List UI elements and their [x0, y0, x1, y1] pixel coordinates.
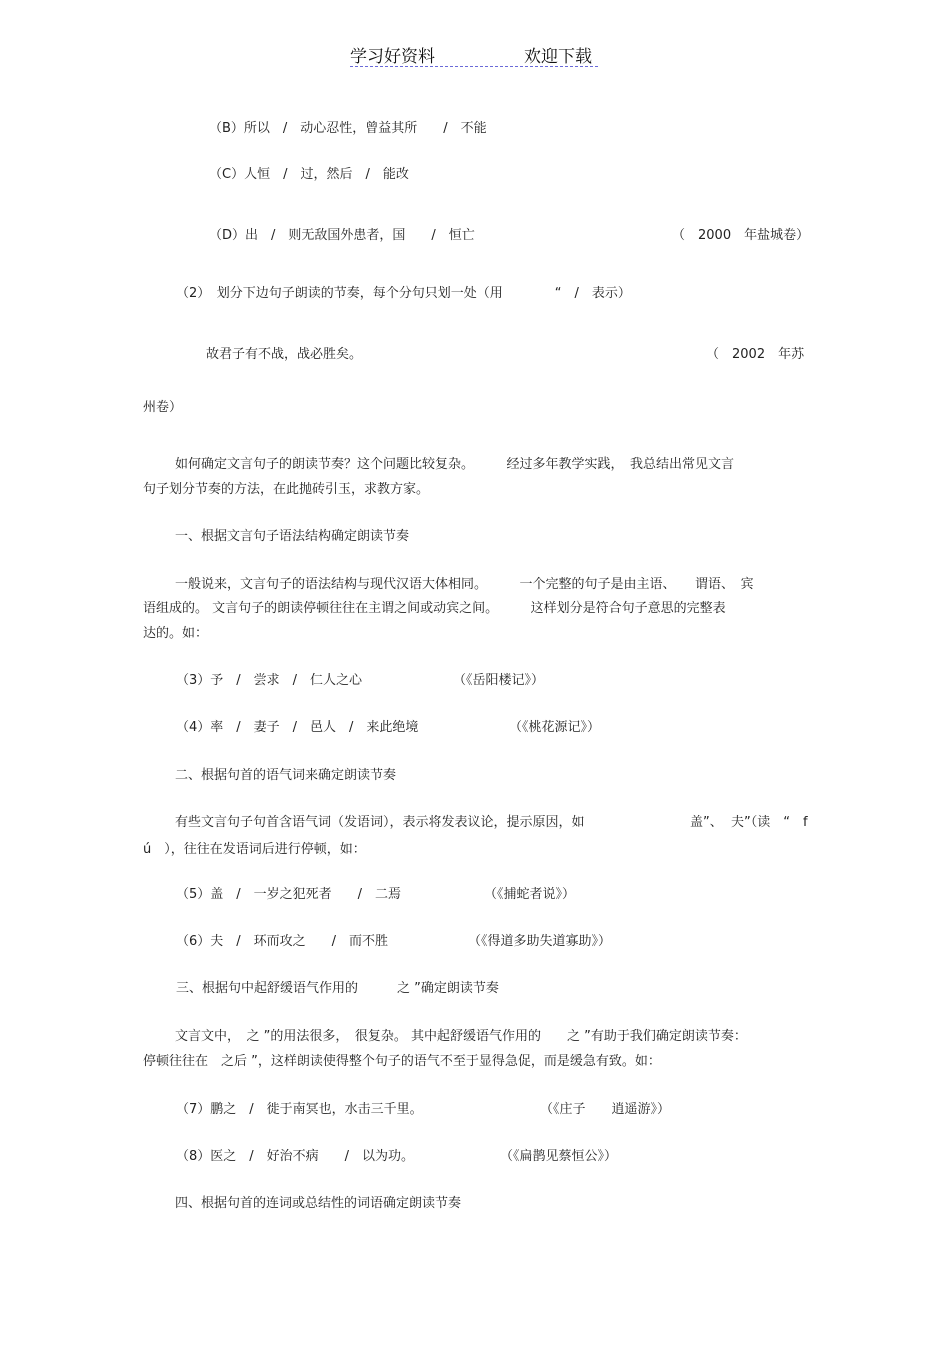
section-1-line-2: 语组成的。 文言句子的朗读停顿往往在主谓之间或动宾之间。 这样划分是符合句子意思的完整表: [143, 601, 726, 616]
option-b: （B）所以 / 动心忍性，曾益其所 / 不能: [209, 121, 487, 136]
example-6-source: （《得道多助失道寡助》）: [468, 934, 612, 949]
example-8-source: （《扁鹊见蔡恒公》）: [500, 1149, 618, 1164]
section-2-line-1-tail: 盖”、 夫”（读 “ f: [690, 815, 808, 830]
intro-line-1: 如何确定文言句子的朗读节奏？这个问题比较复杂。 经过多年教学实践， 我总结出常见文言: [175, 457, 735, 472]
section-heading-1: 一、根据文言句子语法结构确定朗读节奏: [175, 529, 410, 544]
example-3: （3）予 / 尝求 / 仁人之心: [176, 673, 363, 688]
option-d-source: （ 2000 年盐城卷）: [672, 228, 810, 243]
example-6: （6）夫 / 环而攻之 / 而不胜: [176, 934, 389, 949]
section-heading-3: 三、根据句中起舒缓语气作用的 之 ”确定朗读节奏: [176, 981, 499, 996]
page-header: [350, 42, 598, 67]
section-3-line-1: 文言文中， 之 ”的用法很多， 很复杂。 其中起舒缓语气作用的 之 ”有助于我们确定朗读节奏：: [175, 1029, 747, 1044]
example-4-source: （《桃花源记》）: [509, 720, 601, 735]
example-3-source: （《岳阳楼记》）: [453, 673, 545, 688]
example-7-source: （《庄子 逍遥游》）: [540, 1102, 671, 1117]
intro-line-2: 句子划分节奏的方法，在此抛砖引玉，求教方家。: [143, 482, 430, 497]
section-1-line-3: 达的。如：: [143, 626, 209, 641]
question-2-source-b: 州卷）: [143, 400, 183, 415]
example-5-source: （《捕蛇者说》）: [484, 887, 576, 902]
section-heading-4: 四、根据句首的连词或总结性的词语确定朗读节奏: [175, 1196, 462, 1211]
example-8: （8）医之 / 好治不病 / 以为功。: [176, 1149, 415, 1164]
question-2-source-a: （ 2002 年苏: [706, 347, 805, 362]
section-heading-2: 二、根据句首的语气词来确定朗读节奏: [175, 768, 397, 783]
section-2-line-1: 有些文言句子句首含语气词（发语词），表示将发表议论，提示原因，如: [175, 815, 585, 830]
question-2-sentence: 故君子有不战，战必胜矣。: [206, 347, 363, 362]
option-c: （C）人恒 / 过，然后 / 能改: [209, 167, 409, 182]
header-left-text: 学习好资料: [350, 47, 435, 67]
section-2-line-2: ú ），往往在发语词后进行停顿，如：: [143, 842, 366, 857]
example-4: （4）率 / 妻子 / 邑人 / 来此绝境: [176, 720, 419, 735]
example-7: （7）鹏之 / 徙于南冥也，水击三千里。: [176, 1102, 423, 1117]
option-d: （D）出 / 则无敌国外患者，国 / 恒亡: [209, 228, 475, 243]
section-1-line-1: 一般说来，文言句子的语法结构与现代汉语大体相同。 一个完整的句子是由主语、 谓语、 宾: [175, 577, 754, 592]
example-5: （5）盖 / 一岁之犯死者 / 二焉: [176, 887, 402, 902]
question-2: （2） 划分下边句子朗读的节奏，每个分句只划一处（用 “ / 表示）: [176, 286, 631, 301]
header-right-text: 欢迎下载: [524, 47, 592, 67]
section-3-line-2: 停顿往往在 之后 ”，这样朗读使得整个句子的语气不至于显得急促，而是缓急有致。如：: [143, 1054, 661, 1069]
